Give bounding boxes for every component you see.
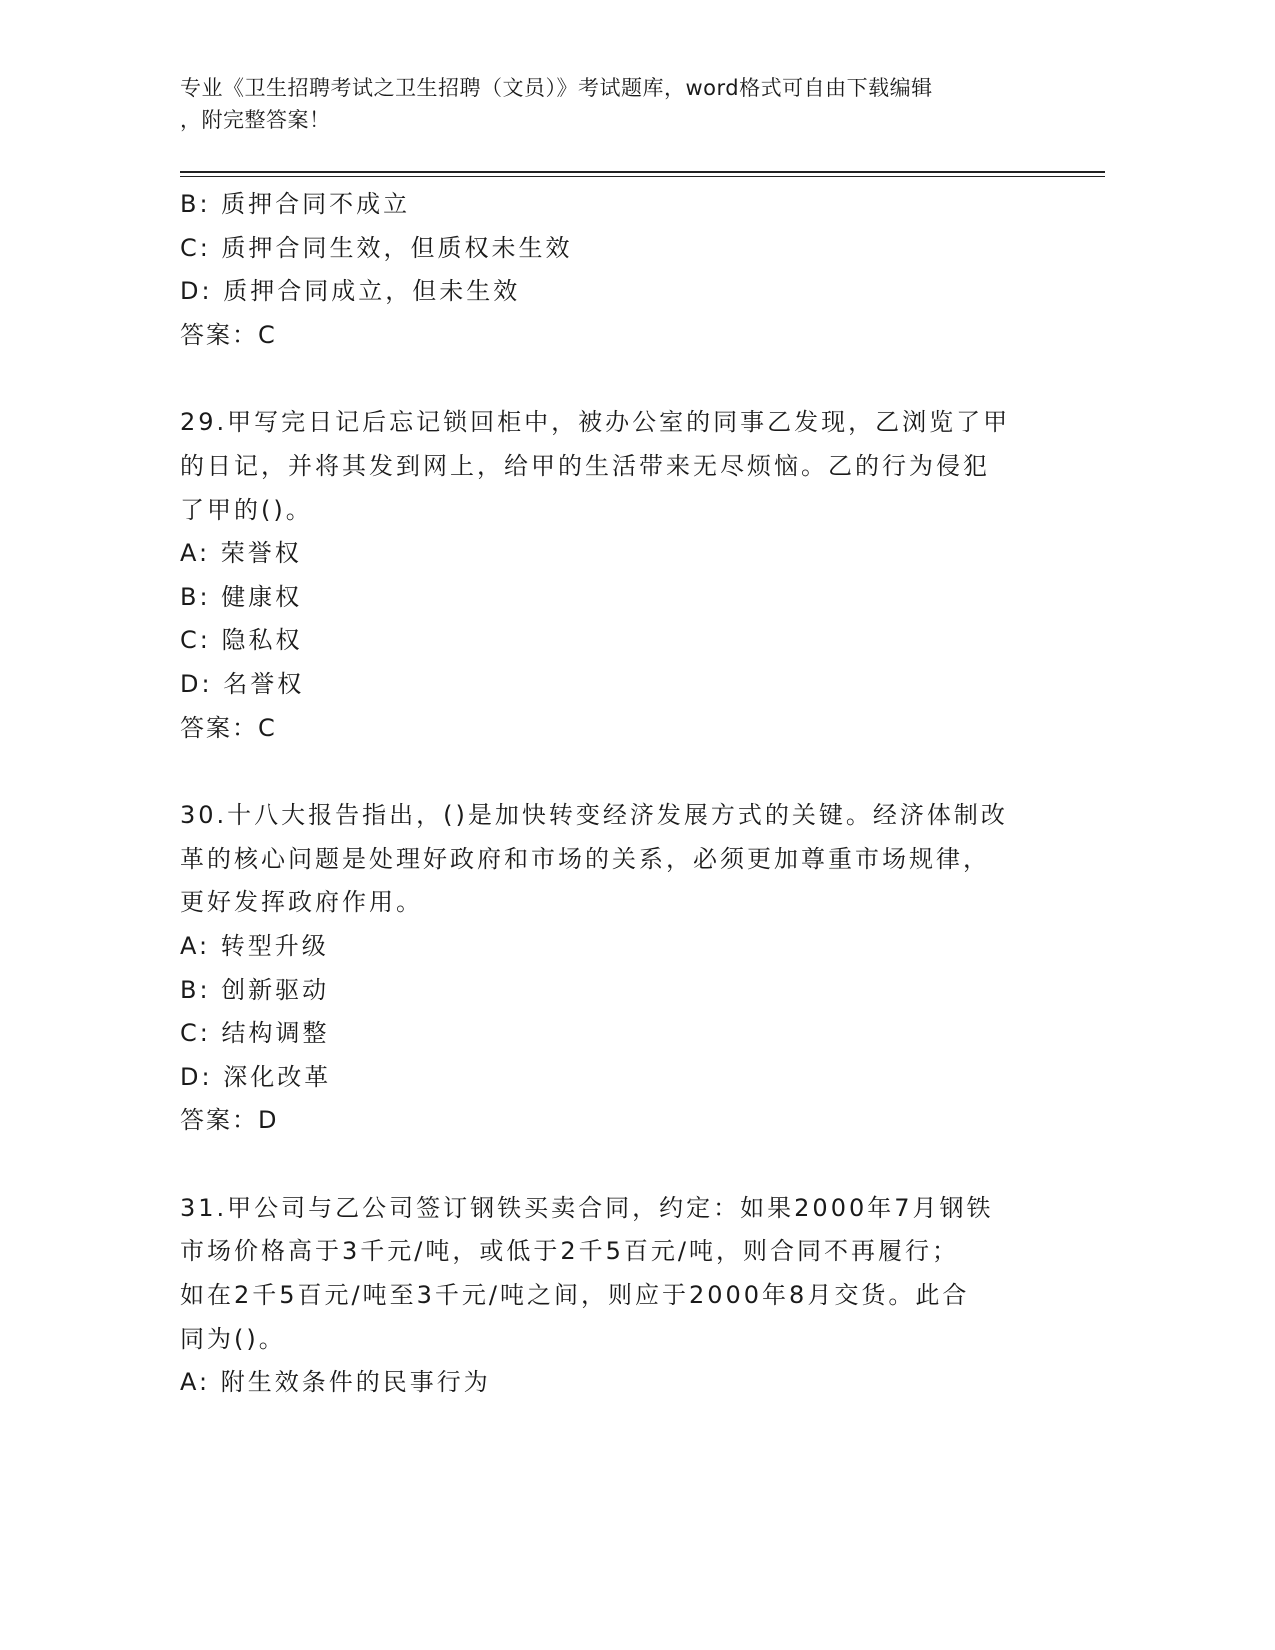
option-d: D: 深化改革 <box>180 1062 332 1091</box>
option-a: A: 荣誉权 <box>180 539 302 568</box>
option-c: C: 结构调整 <box>180 1019 330 1048</box>
question-text-line: 革的核心问题是处理好政府和市场的关系，必须更加尊重市场规律， <box>180 844 990 873</box>
spacer <box>180 357 1040 401</box>
question-30 <box>180 794 1040 1143</box>
header-divider-thick <box>180 171 1105 173</box>
answer-line: 答案：C <box>180 320 277 349</box>
question-text-line: 更好发挥政府作用。 <box>180 888 423 917</box>
page-header <box>180 72 1040 136</box>
option-d: D: 质押合同成立，但未生效 <box>180 277 521 306</box>
option-a: A: 附生效条件的民事行为 <box>180 1368 491 1397</box>
answer-line: 答案：C <box>180 713 277 742</box>
option-b: B: 创新驱动 <box>180 975 330 1004</box>
question-text-line: 了甲的()。 <box>180 495 313 524</box>
spacer <box>180 750 1040 794</box>
question-29 <box>180 401 1040 750</box>
option-a: A: 转型升级 <box>180 931 329 960</box>
header-line-1: 专业《卫生招聘考试之卫生招聘（文员）》考试题库，word格式可自由下载编辑 <box>180 76 933 100</box>
option-b: B: 健康权 <box>180 582 303 611</box>
header-line-2: ，附完整答案！ <box>180 108 331 132</box>
option-c: C: 隐私权 <box>180 626 303 655</box>
answer-line: 答案：D <box>180 1106 279 1135</box>
header-divider-thin <box>180 176 1105 177</box>
spacer <box>180 1143 1040 1187</box>
question-text-line: 30.十八大报告指出，()是加快转变经济发展方式的关键。经济体制改 <box>180 801 1008 830</box>
option-b: B: 质押合同不成立 <box>180 190 411 218</box>
question-text-line: 同为()。 <box>180 1324 286 1353</box>
option-c: C: 质押合同生效，但质权未生效 <box>180 233 573 262</box>
option-d: D: 名誉权 <box>180 669 305 698</box>
question-text-line: 29.甲写完日记后忘记锁回柜中，被办公室的同事乙发现，乙浏览了甲 <box>180 408 1011 437</box>
question-text-line: 如在2千5百元/吨至3千元/吨之间，则应于2000年8月交货。此合 <box>180 1281 970 1310</box>
question-31 <box>180 1187 1040 1405</box>
question-text-line: 31.甲公司与乙公司签订钢铁买卖合同，约定：如果2000年7月钢铁 <box>180 1193 994 1222</box>
question-text-line: 的日记，并将其发到网上，给甲的生活带来无尽烦恼。乙的行为侵犯 <box>180 451 990 480</box>
question-content <box>180 183 1040 1405</box>
question-text-line: 市场价格高于3千元/吨，或低于2千5百元/吨，则合同不再履行； <box>180 1237 959 1266</box>
question-28-tail <box>180 183 1040 357</box>
